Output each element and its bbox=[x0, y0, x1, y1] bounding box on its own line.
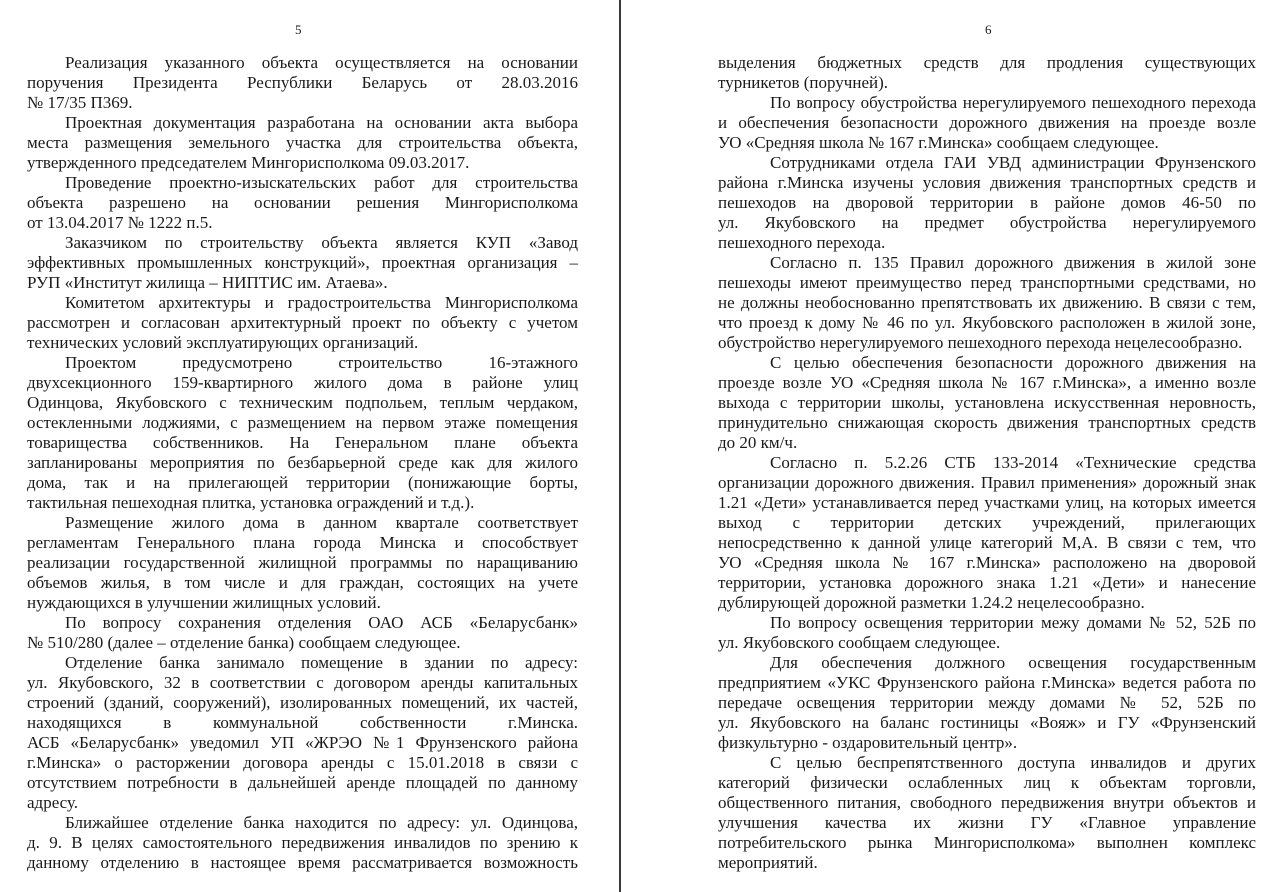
text-line: Отделение банка занимало помещение в здании по адресу: bbox=[65, 653, 578, 672]
text-line: С целью обеспечения безопасности дорожного движения на bbox=[770, 353, 1256, 372]
text-line: Одинцова, Якубовского с техническим подпольем, теплым чердаком, bbox=[27, 393, 578, 412]
paragraph bbox=[718, 153, 1256, 253]
text-line: отсутствием потребности в дальнейшей аренде площадей по данному bbox=[27, 773, 578, 792]
text-line: эффективных промышленных конструкций», проектная организация – bbox=[27, 253, 578, 272]
text-line: улучшения качества их жизни ГУ «Главное управление bbox=[718, 813, 1256, 832]
text-line: находящихся в коммунальной собственности г.Минска. bbox=[27, 713, 578, 732]
text-line: места размещения земельного участка для строительства объекта, bbox=[27, 133, 578, 152]
paragraph bbox=[27, 173, 578, 233]
text-line: Проведение проектно-изыскательских работ для строительства bbox=[65, 173, 578, 192]
text-line: Согласно п. 5.2.26 СТБ 133-2014 «Технические средства bbox=[770, 453, 1256, 472]
paragraph bbox=[27, 353, 578, 513]
text-line: территории, установка дорожного знака 1.21 «Дети» и нанесение bbox=[718, 573, 1256, 592]
text-line: товарищества собственников. На Генеральном плане объекта bbox=[27, 433, 578, 452]
text-line: выхода с территории школы, установлена искусственная неровность, bbox=[718, 393, 1256, 412]
text-line: Ближайшее отделение банка находится по адресу: ул. Одинцова, bbox=[65, 813, 578, 832]
paragraph bbox=[718, 653, 1256, 753]
text-line: Реализация указанного объекта осуществляется на основании bbox=[65, 53, 578, 72]
text-line: УО «Средняя школа № 167 г.Минска» сообщаем следующее. bbox=[718, 133, 1159, 152]
text-line: ул. Якубовского, 32 в соответствии с договором аренды капитальных bbox=[27, 673, 578, 692]
text-line: д. 9. В целях самостоятельного передвижения инвалидов по зрению к bbox=[27, 833, 578, 852]
text-line: не должны необоснованно препятствовать их движению. В связи с тем, bbox=[718, 293, 1256, 312]
text-line: объекта разрешено на основании решения Мингорисполкома bbox=[27, 193, 578, 212]
page-body bbox=[27, 53, 578, 873]
text-line: и обеспечения безопасности дорожного движения на проезде возле bbox=[718, 113, 1256, 132]
paragraph bbox=[27, 613, 578, 653]
text-line: потребительского рынка Мингорисполкома» выполнен комплекс bbox=[718, 833, 1256, 852]
text-line: принудительно снижающая скорость движения транспортных средств bbox=[718, 413, 1256, 432]
text-line: дома, так и на прилегающей территории (понижающие борты, bbox=[27, 473, 578, 492]
page-number: 5 bbox=[295, 22, 302, 37]
text-line: предприятием «УКС Фрунзенского района г.Минска» ведется работа по bbox=[718, 673, 1256, 692]
text-line: объемов жилья, в том числе и для граждан, состоящих на учете bbox=[27, 573, 578, 592]
paragraph bbox=[718, 613, 1256, 653]
paragraph bbox=[27, 113, 578, 173]
text-line: По вопросу освещения территории межу домами № 52, 52Б по bbox=[770, 613, 1256, 632]
text-line: Проектная документация разработана на основании акта выбора bbox=[65, 113, 578, 132]
text-line: физкультурно - оздаровительный центр». bbox=[718, 733, 1018, 752]
text-line: двухсекционного 159-квартирного жилого дома в районе улиц bbox=[27, 373, 578, 392]
text-line: технических условий эксплуатирующих организаций. bbox=[27, 333, 419, 352]
text-line: рассмотрен и согласован архитектурный проект по объекту с учетом bbox=[27, 313, 578, 332]
text-line: выделения бюджетных средств для продления существующих bbox=[718, 53, 1256, 72]
text-line: № 17/35 П369. bbox=[27, 93, 133, 112]
text-line: адресу. bbox=[27, 793, 79, 812]
text-line: района г.Минска изучены условия движения транспортных средств и bbox=[718, 173, 1256, 192]
text-line: Размещение жилого дома в данном квартале соответствует bbox=[65, 513, 578, 532]
text-line: АСБ «Беларусбанк» уведомил УП «ЖРЭО №1 Фрунзенского района bbox=[27, 733, 578, 752]
paragraph bbox=[718, 353, 1256, 453]
text-line: 1.21 «Дети» устанавливается перед участками улиц, на которых имеется bbox=[718, 493, 1256, 512]
text-line: г.Минска» о расторжении договора аренды с 15.01.2018 в связи с bbox=[27, 753, 578, 772]
text-line: организации дорожного движения. Правил применения» дорожный знак bbox=[718, 473, 1256, 492]
text-line: РУП «Институт жилища – НИПТИС им. Атаева». bbox=[27, 273, 388, 292]
text-line: Согласно п. 135 Правил дорожного движения в жилой зоне bbox=[770, 253, 1256, 272]
text-line: Сотрудниками отдела ГАИ УВД администрации Фрунзенского bbox=[770, 153, 1256, 172]
paragraph bbox=[27, 53, 578, 113]
text-line: категорий физически ослабленных лиц к объектам торговли, bbox=[718, 773, 1256, 792]
text-line: от 13.04.2017 № 1222 п.5. bbox=[27, 213, 213, 232]
text-line: общественного питания, свободного передвижения внутри объектов и bbox=[718, 793, 1256, 812]
paragraph bbox=[27, 813, 578, 873]
text-line: до 20 км/ч. bbox=[718, 433, 798, 452]
text-line: пешеходного перехода. bbox=[718, 233, 886, 252]
page-number: 6 bbox=[985, 22, 992, 37]
text-line: Для обеспечения должного освещения государственным bbox=[770, 653, 1256, 672]
text-line: нуждающихся в улучшении жилищных условий. bbox=[27, 593, 381, 612]
text-line: запланированы мероприятия по безбарьерной среде как для жилого bbox=[27, 453, 578, 472]
document-page-5 bbox=[0, 0, 619, 892]
text-line: ул. Якубовского на предмет обустройства нерегулируемого bbox=[718, 213, 1256, 232]
page-body bbox=[718, 53, 1256, 873]
text-line: дублирующей дорожной разметки 1.24.2 нецелесообразно. bbox=[718, 593, 1145, 612]
paragraph bbox=[718, 753, 1256, 873]
text-line: № 510/280 (далее – отделение банка) сообщаем следующее. bbox=[27, 633, 461, 652]
text-line: регламентам Генерального плана города Минска и способствует bbox=[27, 533, 578, 552]
document-page-6 bbox=[622, 0, 1280, 892]
text-line: утвержденного председателем Мингорисполкома 09.03.2017. bbox=[27, 153, 470, 172]
text-line: остекленными лоджиями, с размещением на первом этаже помещения bbox=[27, 413, 578, 432]
paragraph bbox=[27, 233, 578, 293]
text-line: выход с территории детских учреждений, прилегающих bbox=[718, 513, 1256, 532]
text-line: передаче освещения территории между домами № 52, 52Б по bbox=[718, 693, 1256, 712]
paragraph bbox=[718, 93, 1256, 153]
text-line: Заказчиком по строительству объекта является КУП «Завод bbox=[65, 233, 578, 252]
text-line: По вопросу обустройства нерегулируемого пешеходного перехода bbox=[770, 93, 1256, 112]
text-line: тактильная пешеходная плитка, установка ограждений и т.д.). bbox=[27, 493, 475, 512]
text-line: Комитетом архитектуры и градостроительства Мингорисполкома bbox=[65, 293, 578, 312]
text-line: что проезд к дому № 46 по ул. Якубовского расположен в жилой зоне, bbox=[718, 313, 1256, 332]
text-line: УО «Средняя школа № 167 г.Минска» расположено на дворовой bbox=[718, 553, 1256, 572]
page-divider bbox=[619, 0, 621, 892]
text-line: непосредственно к данной улице категорий М,А. В связи с тем, что bbox=[718, 533, 1256, 552]
paragraph bbox=[718, 53, 1256, 93]
paragraph bbox=[27, 513, 578, 613]
text-line: реализации государственной жилищной программы по наращиванию bbox=[27, 553, 578, 572]
paragraph bbox=[27, 293, 578, 353]
text-line: ул. Якубовского на баланс гостиницы «Вояж» и ГУ «Фрунзенский bbox=[718, 713, 1256, 732]
text-line: пешеходов на дворовой территории в районе домов 46-50 по bbox=[718, 193, 1256, 212]
text-line: По вопросу сохранения отделения ОАО АСБ «Беларусбанк» bbox=[65, 613, 578, 632]
paragraph bbox=[718, 253, 1256, 353]
text-line: мероприятий. bbox=[718, 853, 818, 872]
text-line: турникетов (поручней). bbox=[718, 73, 888, 92]
text-line: пешеходы имеют преимущество перед транспортными средствами, но bbox=[718, 273, 1256, 292]
paragraph bbox=[27, 653, 578, 813]
text-line: проезде возле УО «Средняя школа № 167 г.Минска», а именно возле bbox=[718, 373, 1256, 392]
text-line: ул. Якубовского сообщаем следующее. bbox=[718, 633, 1001, 652]
text-line: поручения Президента Республики Беларусь от 28.03.2016 bbox=[27, 73, 578, 92]
text-line: строений (зданий, сооружений), изолированных помещений, их частей, bbox=[27, 693, 578, 712]
paragraph bbox=[718, 453, 1256, 613]
text-line: Проектом предусмотрено строительство 16-этажного bbox=[65, 353, 578, 372]
text-line: С целью беспрепятственного доступа инвалидов и других bbox=[770, 753, 1256, 772]
text-line: обустройство нерегулируемого пешеходного перехода нецелесообразно. bbox=[718, 333, 1243, 352]
text-line: данному отделению в настоящее время рассматривается возможность bbox=[27, 853, 578, 872]
